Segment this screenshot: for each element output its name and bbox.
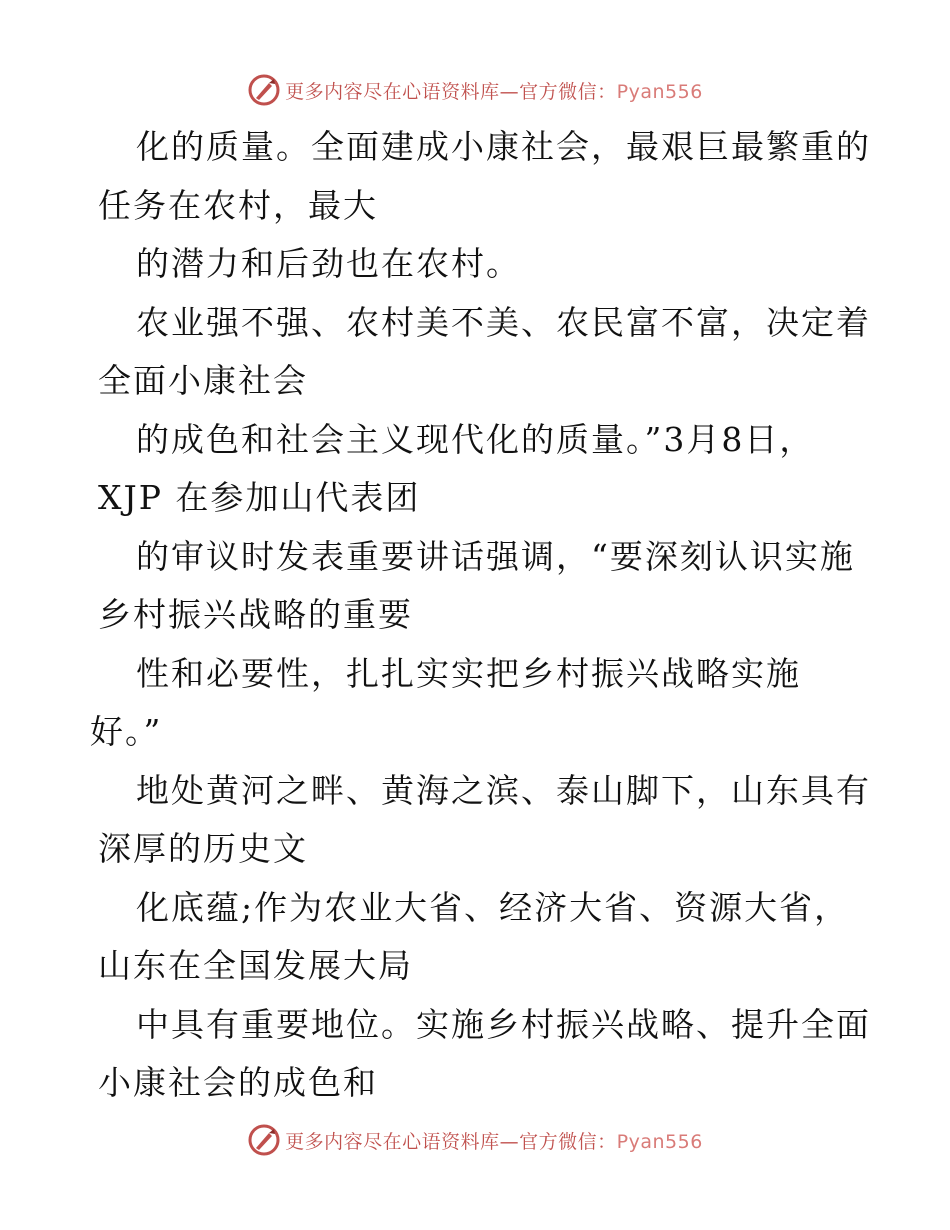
footer-banner xyxy=(0,1120,950,1160)
text-line: 深厚的历史文 xyxy=(98,829,308,868)
quill-logo-icon xyxy=(247,1123,281,1157)
text-line: 性和必要性，扎扎实实把乡村振兴战略实施 xyxy=(136,653,801,693)
text-line: 乡村振兴战略的重要 xyxy=(98,595,413,634)
quill-logo-icon xyxy=(247,73,281,107)
banner-text xyxy=(285,1127,703,1154)
text-line: 化的质量。全面建成小康社会，最艰巨最繁重的 xyxy=(136,127,871,166)
text-line: 任务在农村，最大 xyxy=(98,185,378,225)
text-line: 山东在全国发展大局 xyxy=(98,946,413,985)
text-line: 农业强不强、农村美不美、农民富不富，决定着 xyxy=(136,302,871,342)
text-line: 的潜力和后劲也在农村。 xyxy=(136,244,521,283)
text-line: 小康社会的成色和 xyxy=(98,1063,378,1102)
text-line: 中具有重要地位。实施乡村振兴战略、提升全面 xyxy=(136,1004,871,1044)
banner-handle: Pyan556 xyxy=(616,1130,703,1153)
text-line: 地处黄河之畔、黄海之滨、泰山脚下，山东具有 xyxy=(136,770,871,810)
text-line: 好。” xyxy=(90,712,163,751)
text-line: 的审议时发表重要讲话强调，“要深刻认识实施 xyxy=(136,536,855,576)
banner-handle: Pyan556 xyxy=(616,80,703,103)
banner-label: 更多内容尽在心语资料库—官方微信： xyxy=(285,80,617,103)
banner-text xyxy=(285,77,703,104)
header-banner xyxy=(0,70,950,110)
banner-label: 更多内容尽在心语资料库—官方微信： xyxy=(285,1130,617,1153)
text-line: 的成色和社会主义现代化的质量。”3月8日， xyxy=(136,419,815,459)
text-line: XJP 在参加山代表团 xyxy=(98,478,421,517)
text-line: 化底蕴;作为农业大省、经济大省、资源大省， xyxy=(136,887,850,927)
text-line: 全面小康社会 xyxy=(98,361,308,400)
document-body xyxy=(90,118,871,1113)
